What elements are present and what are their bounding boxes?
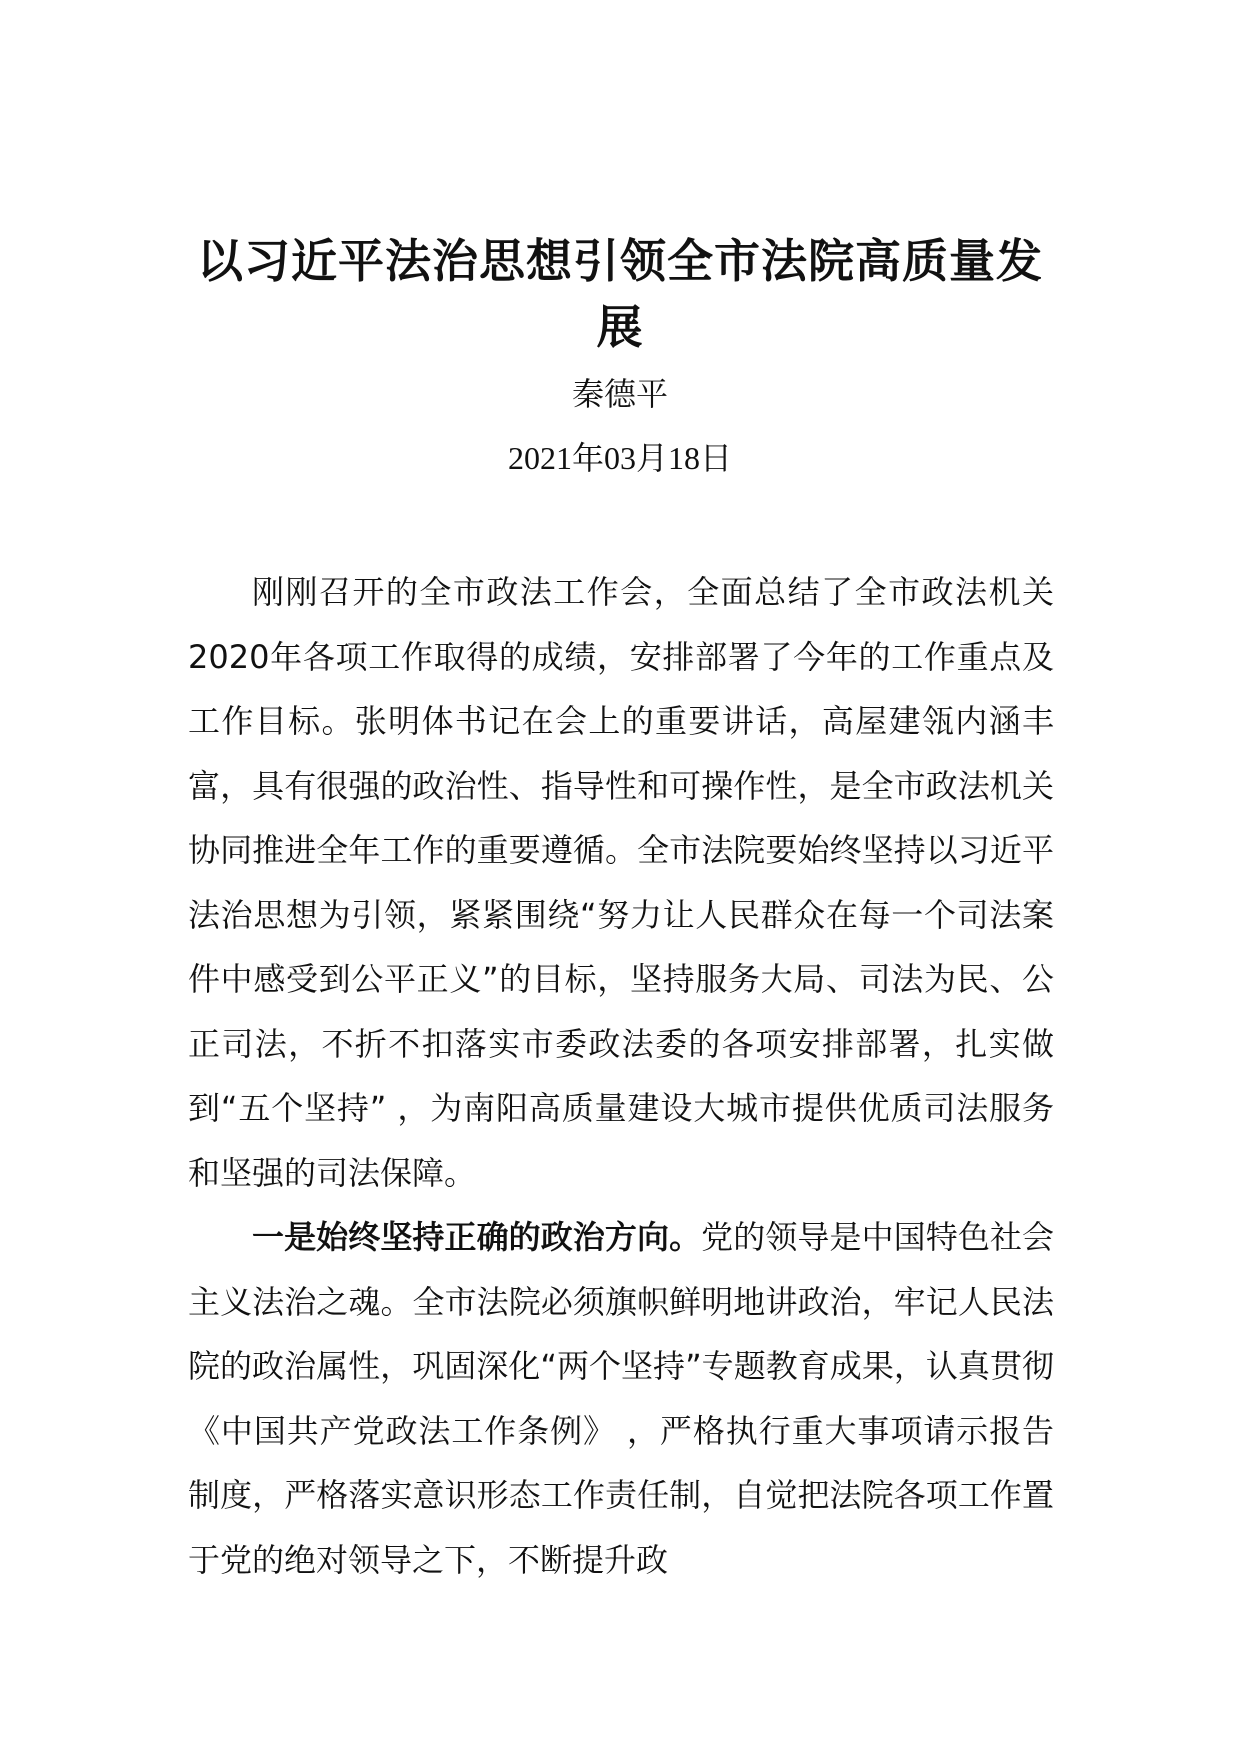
paragraph (188, 1205, 1054, 1592)
author-name: 秦德平 (571, 375, 668, 413)
paragraph-text: 刚刚召开的全市政法工作会，全面总结了全市政法机关2020年各项工作取得的成绩，安排部署了今年的工作重点及工作目标。张明体书记在会上的重要讲话，高屋建瓴内涵丰富，具有很强的政治性、指导性和可操作性，是全市政法机关协同推进全年工作的重要遵循。全市法院要始终坚持以习近平法治思想为引领，紧紧围绕“努力让人民群众在每一个司法案件中感受到公平正义”的目标，坚持服务大局、司法为民、公正司法，不折不扣落实市委政法委的各项安排部署，扎实做到“五个坚持” ，为南阳高质量建设大城市提供优质司法服务和坚强的司法保障。 (188, 573, 1054, 1192)
document-title: 以习近平法治思想引领全市法院高质量发展 (197, 234, 1043, 354)
paragraph (188, 560, 1054, 1205)
paragraph-text: 党的领导是中国特色社会主义法治之魂。全市法院必须旗帜鲜明地讲政治，牢记人民法院的政治属性，巩固深化“两个坚持”专题教育成果，认真贯彻《中国共产党政法工作条例》 ，严格执行重大事项请示报告制度，严格落实意识形态工作责任制，自觉把法院各项工作置于党的绝对领导之下，不断提升政 (188, 1218, 1054, 1579)
paragraph-lead: 一是始终坚持正确的政治方向。 (252, 1218, 702, 1256)
publish-date: 2021年03月18日 (507, 440, 732, 476)
article-body (188, 560, 1054, 1592)
